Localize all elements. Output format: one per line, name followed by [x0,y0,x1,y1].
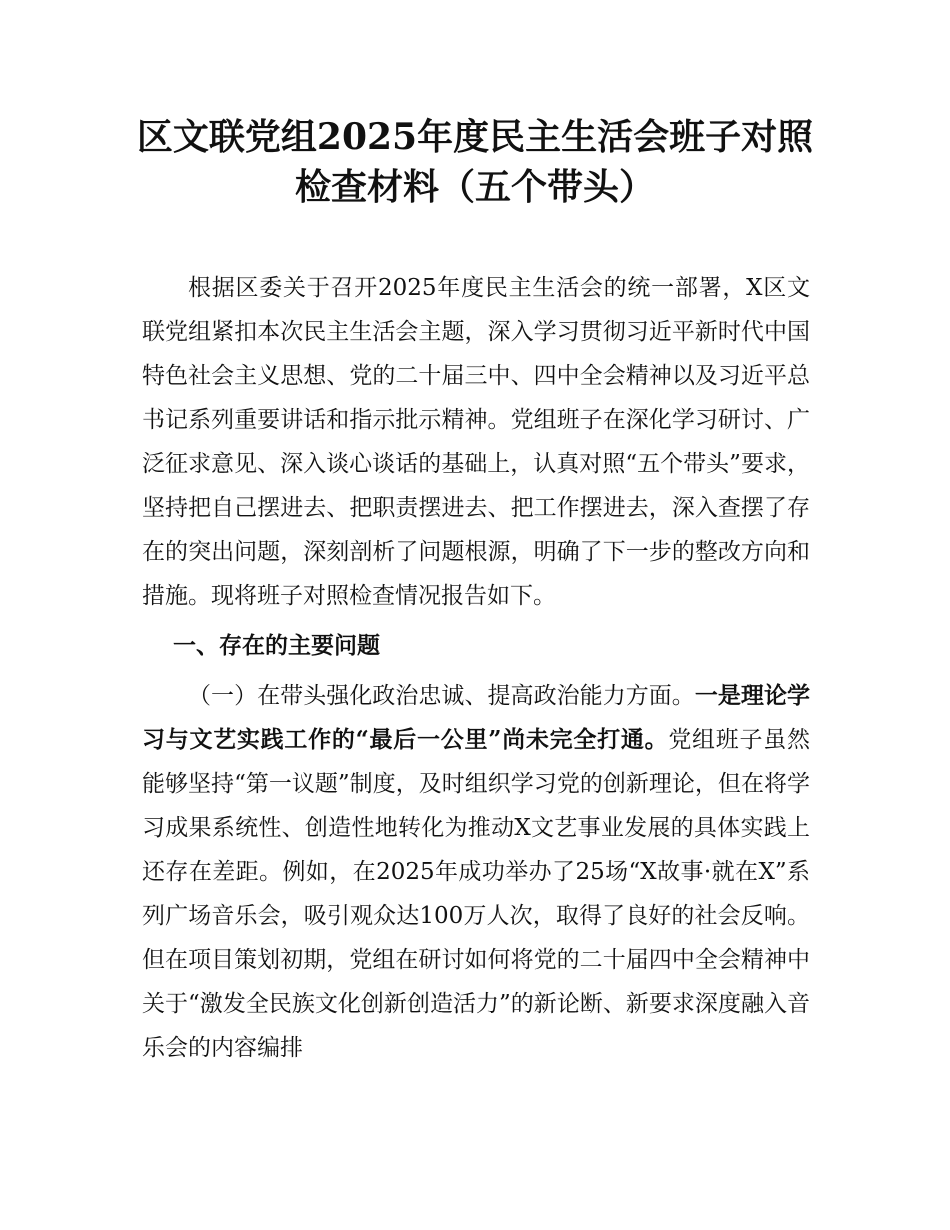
item-key-point: 一是理论学习与文艺实践工作的“最后一公里”尚未完全打通。 [142,682,811,753]
document-body [142,266,810,1070]
document-title: 区文联党组2025年度民主生活会班子对照检查材料（五个带头） [136,116,814,208]
item-prefix: （一）在带头强化政治忠诚、提高政治能力方面。 [188,683,695,709]
intro-paragraph: 根据区委关于召开2025年度民主生活会的统一部署，X区文联党组紧扣本次民主生活会主题，深入学习贯彻习近平新时代中国特色社会主义思想、党的二十届三中、四中全会精神以及习近平总书记系列重要讲话和指示批示精神。党组班子在深化学习研讨、广泛征求意见、深入谈心谈话的基础上，认真对照“五个带头”要求，坚持把自己摆进去、把职责摆进去、把工作摆进去，深入查摆了存在的突出问题，深刻剖析了问题根源，明确了下一步的整改方向和措施。现将班子对照检查情况报告如下。 [142,275,810,609]
item-detail: 党组班子虽然能够坚持“第一议题”制度，及时组织学习党的创新理论，但在将学习成果系统性、创造性地转化为推动X文艺事业发展的具体实践上还存在差距。例如，在2025年成功举办了25场“X故事·就在X”系列广场音乐会，吸引观众达100万人次，取得了良好的社会反响。但在项目策划初期，党组在研讨如何将党的二十届四中全会精神中关于“激发全民族文化创新创造活力”的新论断、新要求深度融入音乐会的内容编排 [142,727,810,1061]
item-paragraph [142,674,810,1070]
section-heading: 一、存在的主要问题 [173,633,381,659]
